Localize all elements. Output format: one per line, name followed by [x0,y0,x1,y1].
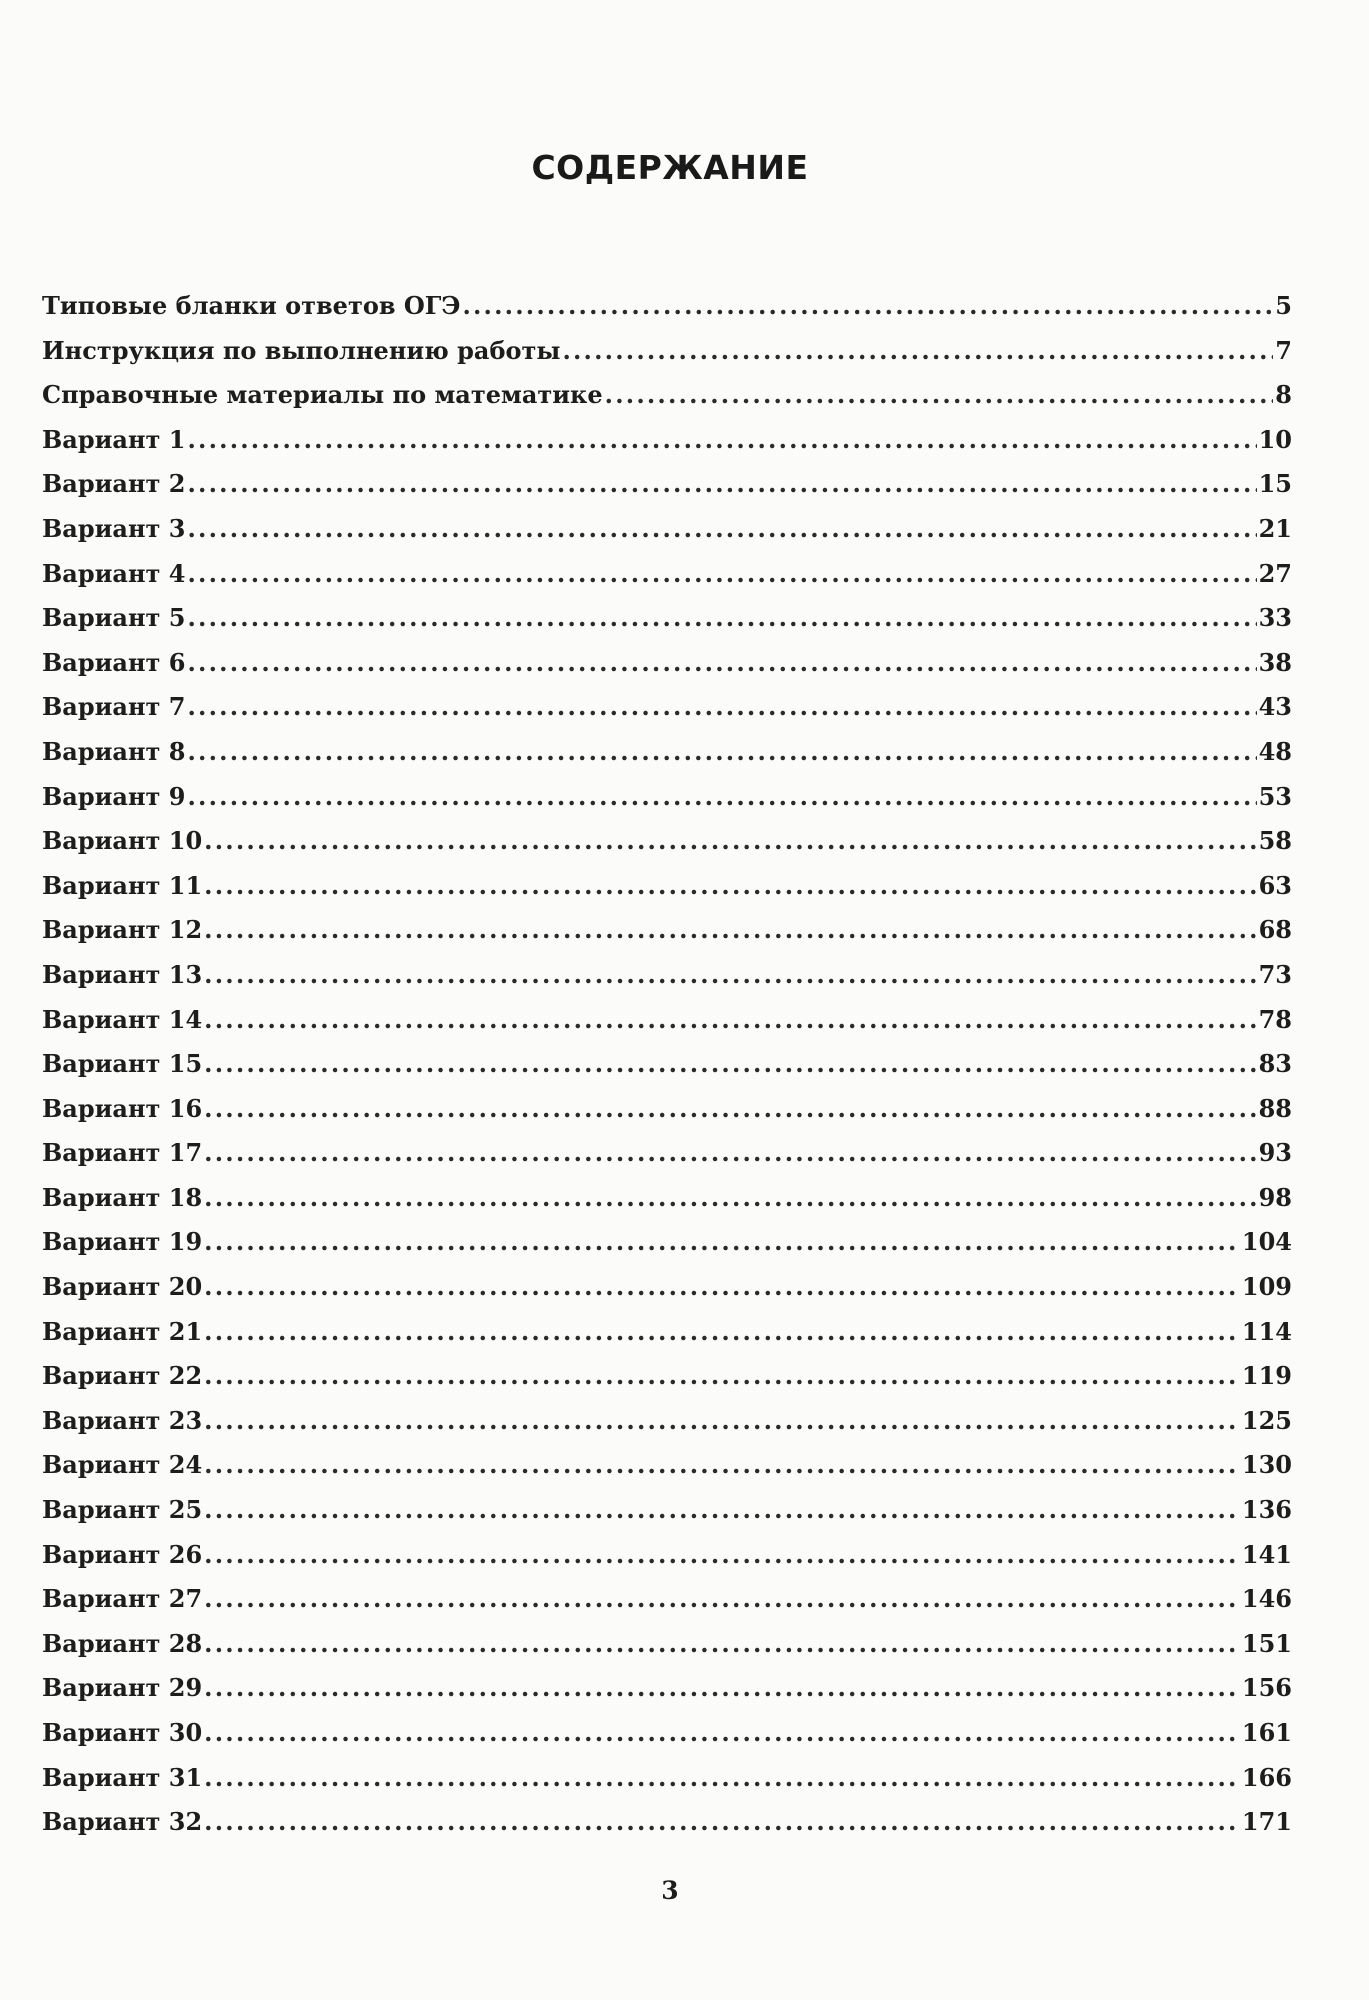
toc-entry-label: Вариант 32 [42,1807,203,1837]
toc-entry-label: Вариант 23 [42,1405,203,1435]
toc-entry [42,1577,1292,1622]
toc-entry-label: Вариант 10 [42,826,203,856]
toc-entry-label: Вариант 16 [42,1093,203,1123]
toc-entry-label: Вариант 26 [42,1539,203,1569]
toc-dot-leader [204,1220,1240,1265]
toc-entry-label: Вариант 19 [42,1227,203,1257]
toc-dot-leader [204,998,1256,1043]
toc-entry-page: 136 [1241,1495,1292,1525]
toc-entry-label: Вариант 24 [42,1450,203,1480]
toc-entry-label: Вариант 29 [42,1673,203,1703]
toc-entry-page: 10 [1258,424,1292,454]
toc-dot-leader [204,864,1256,909]
toc-entry-page: 63 [1258,870,1292,900]
toc-dot-leader [204,1711,1240,1756]
toc-entry-label: Вариант 15 [42,1049,203,1079]
toc-entry [42,1800,1292,1845]
toc-dot-leader [187,462,1256,507]
toc-entry-label: Вариант 1 [42,424,186,454]
toc-dot-leader [187,507,1256,552]
toc-entry-label: Вариант 4 [42,558,186,588]
toc-entry-label: Вариант 12 [42,915,203,945]
toc-entry-label: Вариант 2 [42,469,186,499]
toc-entry-page: 114 [1241,1316,1292,1346]
toc-entry-label: Вариант 17 [42,1138,203,1168]
toc-entry-page: 5 [1275,291,1292,320]
toc-dot-leader [562,329,1273,374]
toc-entry-page: 38 [1258,647,1292,677]
toc-entry-page: 93 [1258,1138,1292,1168]
toc-entry-page: 88 [1258,1093,1292,1123]
toc-dot-leader [204,953,1256,998]
toc-entry-label: Вариант 27 [42,1584,203,1614]
toc-entry [42,1220,1292,1265]
toc-dot-leader [187,552,1256,597]
toc-entry [42,908,1292,953]
toc-dot-leader [204,1666,1240,1711]
toc-entry-label: Вариант 7 [42,692,186,722]
toc-dot-leader [187,641,1256,686]
toc-entry-label: Справочные материалы по математике [42,380,603,410]
toc-dot-leader [187,730,1256,775]
toc-dot-leader [204,1443,1240,1488]
toc-entry [42,864,1292,909]
toc-entry-page: 68 [1258,915,1292,945]
toc-entry [42,1443,1292,1488]
toc-dot-leader [204,908,1256,953]
toc-dot-leader [204,1131,1256,1176]
toc-entry-page: 141 [1241,1539,1292,1569]
toc-entry-label: Типовые бланки ответов ОГЭ [42,291,461,320]
toc-entry-page: 125 [1241,1405,1292,1435]
toc-entry [42,1622,1292,1667]
toc-dot-leader [204,819,1256,864]
toc-entry [42,1131,1292,1176]
toc-entry [42,998,1292,1043]
table-of-contents [42,284,1292,1845]
toc-entry [42,462,1292,507]
toc-entry-page: 43 [1258,692,1292,722]
toc-entry-label: Вариант 6 [42,647,186,677]
toc-entry [42,373,1292,418]
toc-entry [42,1399,1292,1444]
toc-dot-leader [605,373,1274,418]
toc-entry [42,1310,1292,1355]
toc-entry-label: Вариант 9 [42,781,186,811]
toc-entry-page: 73 [1258,959,1292,989]
toc-entry-label: Вариант 30 [42,1718,203,1747]
toc-dot-leader [204,1800,1240,1845]
toc-entry-page: 7 [1275,335,1292,365]
toc-dot-leader [204,1622,1240,1667]
toc-entry [42,1176,1292,1221]
toc-entry-label: Вариант 22 [42,1361,203,1391]
toc-entry-page: 156 [1241,1673,1292,1703]
toc-entry-label: Вариант 13 [42,959,203,989]
toc-dot-leader [204,1265,1240,1310]
page-title: СОДЕРЖАНИЕ [531,148,809,187]
toc-entry [42,1488,1292,1533]
toc-dot-leader [187,596,1256,641]
toc-entry-page: 119 [1241,1361,1292,1391]
toc-entry [42,1265,1292,1310]
toc-entry-label: Вариант 18 [42,1182,203,1212]
toc-entry-page: 33 [1258,603,1292,633]
toc-entry-label: Вариант 3 [42,513,186,543]
toc-dot-leader [204,1756,1240,1801]
toc-entry-page: 171 [1241,1807,1292,1837]
toc-entry-page: 98 [1258,1182,1292,1212]
toc-entry [42,685,1292,730]
toc-entry-label: Вариант 28 [42,1628,203,1658]
toc-entry [42,819,1292,864]
toc-entry-page: 48 [1258,736,1292,766]
toc-entry [42,1711,1292,1756]
toc-entry-label: Вариант 8 [42,736,186,766]
toc-dot-leader [204,1176,1256,1221]
toc-dot-leader [187,418,1256,463]
toc-entry [42,775,1292,820]
toc-entry-page: 27 [1258,558,1292,588]
toc-dot-leader [204,1577,1240,1622]
toc-entry [42,641,1292,686]
toc-entry [42,418,1292,463]
toc-entry-label: Вариант 14 [42,1004,203,1034]
toc-entry [42,1533,1292,1578]
toc-entry [42,596,1292,641]
toc-entry-page: 78 [1258,1004,1292,1034]
toc-dot-leader [204,1087,1256,1132]
toc-entry [42,284,1292,329]
toc-entry [42,953,1292,998]
toc-dot-leader [204,1399,1240,1444]
toc-dot-leader [204,1488,1240,1533]
toc-entry-label: Вариант 25 [42,1495,203,1525]
toc-entry [42,1087,1292,1132]
toc-entry-page: 130 [1241,1450,1292,1480]
toc-entry-label: Инструкция по выполнению работы [42,335,561,365]
toc-dot-leader [204,1310,1240,1355]
toc-entry-page: 151 [1241,1628,1292,1658]
toc-entry-page: 109 [1241,1272,1292,1302]
toc-entry-page: 8 [1275,380,1292,410]
toc-dot-leader [187,775,1256,820]
toc-entry-page: 53 [1258,781,1292,811]
toc-entry-page: 58 [1258,826,1292,856]
toc-dot-leader [204,1042,1256,1087]
toc-entry-page: 104 [1241,1227,1292,1257]
toc-entry-page: 21 [1258,513,1292,543]
toc-entry-page: 83 [1258,1049,1292,1079]
toc-dot-leader [187,685,1256,730]
toc-entry-page: 161 [1241,1718,1292,1747]
toc-entry [42,507,1292,552]
toc-entry-label: Вариант 11 [42,870,203,900]
toc-dot-leader [204,1533,1240,1578]
toc-dot-leader [204,1354,1240,1399]
toc-entry-label: Вариант 20 [42,1272,203,1302]
toc-entry-page: 15 [1258,469,1292,499]
toc-entry-page: 166 [1241,1762,1292,1792]
toc-entry-label: Вариант 31 [42,1762,203,1792]
toc-entry [42,730,1292,775]
toc-entry [42,552,1292,597]
toc-entry [42,1042,1292,1087]
page-number: 3 [661,1876,679,1905]
toc-entry [42,1666,1292,1711]
toc-entry-label: Вариант 5 [42,603,186,633]
toc-entry-label: Вариант 21 [42,1316,203,1346]
toc-dot-leader [462,284,1273,329]
toc-entry [42,1756,1292,1801]
toc-entry [42,329,1292,374]
toc-entry-page: 146 [1241,1584,1292,1614]
toc-entry [42,1354,1292,1399]
